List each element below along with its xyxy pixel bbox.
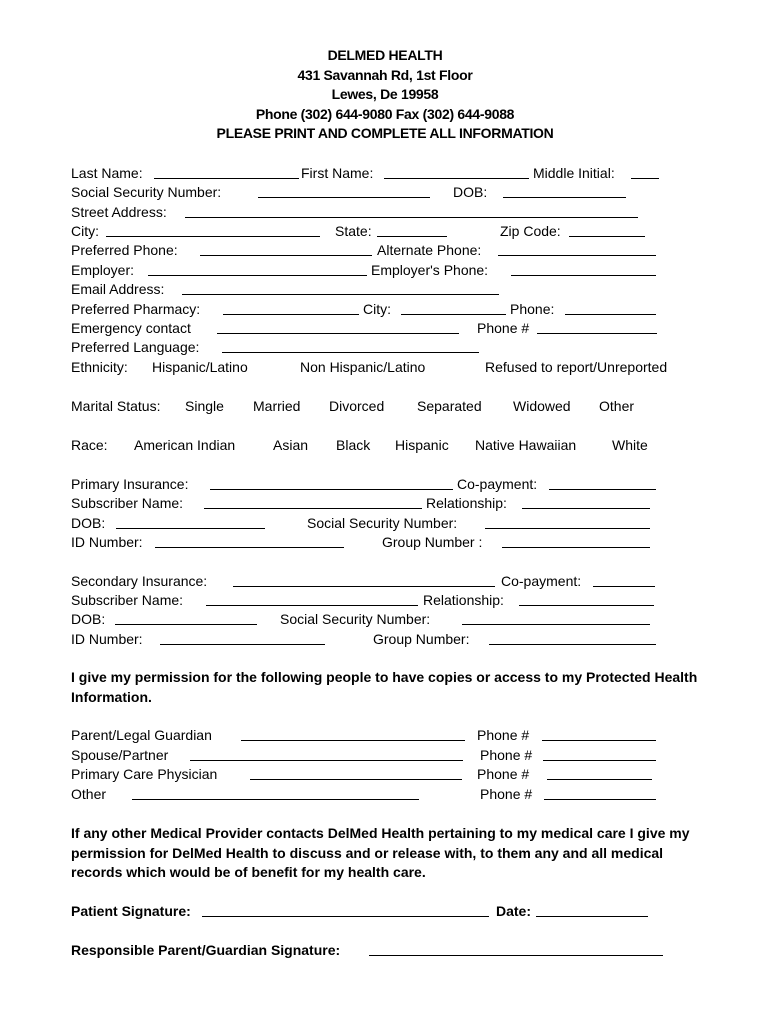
- primary-subscriber-row: [71, 494, 710, 512]
- secondary-group-field[interactable]: [489, 644, 656, 645]
- primary-dob-label: DOB:: [71, 515, 106, 531]
- pharmacy-city-field[interactable]: [401, 314, 506, 315]
- primary-dob-row: [71, 514, 710, 532]
- secondary-dob-row: [71, 610, 710, 628]
- language-row: [71, 338, 710, 356]
- race-option[interactable]: Native Hawaiian: [475, 437, 577, 453]
- race-label: Race:: [71, 437, 108, 453]
- guardian-signature-field[interactable]: [369, 955, 663, 956]
- phi-spouse-phone-label: Phone #: [480, 747, 533, 763]
- employer-field[interactable]: [148, 275, 367, 276]
- middle-initial-label: Middle Initial:: [533, 165, 615, 181]
- city-field[interactable]: [106, 236, 320, 237]
- marital-option[interactable]: Other: [599, 398, 635, 414]
- marital-option[interactable]: Married: [253, 398, 301, 414]
- phi-permission-statement: I give my permission for the following people to have copies or access to my Protected Health Information.: [71, 669, 698, 705]
- pharmacy-phone-field[interactable]: [565, 314, 656, 315]
- secondary-insurance-label: Secondary Insurance:: [71, 573, 208, 589]
- secondary-relationship-field[interactable]: [519, 605, 654, 606]
- patient-signature-label: Patient Signature:: [71, 903, 191, 919]
- secondary-id-field[interactable]: [160, 644, 325, 645]
- city-label: City:: [71, 223, 99, 239]
- secondary-ssn-field[interactable]: [462, 624, 650, 625]
- ethnicity-label: Ethnicity:: [71, 359, 128, 375]
- phi-other-row: [71, 785, 710, 803]
- secondary-subscriber-row: [71, 591, 710, 609]
- secondary-dob-label: DOB:: [71, 611, 106, 627]
- phi-spouse-field[interactable]: [190, 760, 463, 761]
- dob-field[interactable]: [503, 197, 626, 198]
- language-label: Preferred Language:: [71, 339, 200, 355]
- phi-spouse-row: [71, 746, 710, 764]
- phi-spouse-phone-field[interactable]: [543, 760, 656, 761]
- form-instruction: PLEASE PRINT AND COMPLETE ALL INFORMATION: [216, 125, 554, 141]
- marital-row: [71, 397, 710, 415]
- employer-phone-label: Employer's Phone:: [371, 262, 489, 278]
- phi-spouse-label: Spouse/Partner: [71, 747, 169, 763]
- pharmacy-phone-label: Phone:: [510, 301, 555, 317]
- primary-ssn-field[interactable]: [485, 528, 650, 529]
- ethnicity-option[interactable]: Hispanic/Latino: [152, 359, 248, 375]
- primary-id-row: [71, 533, 710, 551]
- phi-other-phone-field[interactable]: [544, 799, 656, 800]
- race-option[interactable]: Black: [336, 437, 371, 453]
- race-option[interactable]: White: [612, 437, 648, 453]
- last-name-label: Last Name:: [71, 165, 143, 181]
- patient-signature-row: [71, 902, 710, 920]
- preferred-phone-field[interactable]: [200, 255, 372, 256]
- state-field[interactable]: [377, 236, 447, 237]
- primary-copay-field[interactable]: [549, 489, 656, 490]
- address-line-1: 431 Savannah Rd, 1st Floor: [297, 67, 473, 83]
- address-line-2: Lewes, De 19958: [331, 86, 439, 102]
- secondary-subscriber-label: Subscriber Name:: [71, 592, 184, 608]
- guardian-signature-label: Responsible Parent/Guardian Signature:: [71, 942, 341, 958]
- secondary-subscriber-field[interactable]: [206, 605, 418, 606]
- employer-phone-field[interactable]: [511, 275, 656, 276]
- secondary-dob-field[interactable]: [115, 624, 257, 625]
- ssn-row: [71, 183, 710, 201]
- phi-pcp-phone-field[interactable]: [547, 779, 652, 780]
- primary-id-label: ID Number:: [71, 534, 143, 550]
- street-label: Street Address:: [71, 204, 167, 220]
- secondary-insurance-field[interactable]: [233, 586, 495, 587]
- street-field[interactable]: [185, 217, 638, 218]
- secondary-relationship-label: Relationship:: [423, 592, 504, 608]
- pharmacy-row: [71, 300, 710, 318]
- phi-pcp-field[interactable]: [250, 779, 462, 780]
- language-field[interactable]: [222, 352, 479, 353]
- email-row: [71, 280, 710, 298]
- state-label: State:: [335, 223, 372, 239]
- city-row: [71, 222, 710, 240]
- emergency-phone-label: Phone #: [477, 320, 530, 336]
- primary-insurance-field[interactable]: [210, 489, 453, 490]
- primary-insurance-label: Primary Insurance:: [71, 476, 189, 492]
- emergency-phone-field[interactable]: [537, 333, 657, 334]
- name-row: [71, 164, 710, 182]
- race-option[interactable]: American Indian: [134, 437, 236, 453]
- ethnicity-option[interactable]: Refused to report/Unreported: [485, 359, 668, 375]
- phone-row: [71, 241, 710, 259]
- phi-guardian-row: [71, 726, 710, 744]
- secondary-ssn-label: Social Security Number:: [280, 611, 431, 627]
- phi-other-phone-label: Phone #: [480, 786, 533, 802]
- marital-option[interactable]: Separated: [417, 398, 482, 414]
- primary-group-label: Group Number :: [382, 534, 483, 550]
- first-name-label: First Name:: [301, 165, 374, 181]
- emergency-contact-field[interactable]: [217, 333, 459, 334]
- first-name-field[interactable]: [384, 178, 529, 179]
- marital-option[interactable]: Single: [185, 398, 224, 414]
- preferred-phone-label: Preferred Phone:: [71, 242, 178, 258]
- race-option[interactable]: Asian: [273, 437, 309, 453]
- phi-pcp-label: Primary Care Physician: [71, 766, 218, 782]
- zip-label: Zip Code:: [500, 223, 561, 239]
- emergency-contact-label: Emergency contact: [71, 320, 191, 336]
- phi-other-field[interactable]: [132, 799, 419, 800]
- phi-guardian-phone-field[interactable]: [542, 740, 656, 741]
- marital-option[interactable]: Widowed: [513, 398, 571, 414]
- secondary-copay-field[interactable]: [593, 586, 655, 587]
- email-label: Email Address:: [71, 281, 165, 297]
- race-option[interactable]: Hispanic: [395, 437, 449, 453]
- street-row: [71, 203, 710, 221]
- dob-label: DOB:: [453, 184, 488, 200]
- primary-relationship-label: Relationship:: [426, 495, 507, 511]
- primary-ssn-label: Social Security Number:: [307, 515, 458, 531]
- guardian-signature-row: [71, 941, 710, 959]
- secondary-group-label: Group Number:: [373, 631, 470, 647]
- alternate-phone-field[interactable]: [498, 255, 656, 256]
- secondary-insurance-row: [71, 572, 710, 590]
- secondary-copay-label: Co-payment:: [501, 573, 582, 589]
- phi-guardian-phone-label: Phone #: [477, 727, 530, 743]
- primary-id-field[interactable]: [155, 547, 344, 548]
- org-name: DELMED HEALTH: [327, 47, 443, 63]
- alternate-phone-label: Alternate Phone:: [377, 242, 482, 258]
- phi-pcp-phone-label: Phone #: [477, 766, 530, 782]
- phi-pcp-row: [71, 765, 710, 783]
- employer-row: [71, 261, 710, 279]
- middle-initial-field[interactable]: [631, 178, 659, 179]
- pharmacy-label: Preferred Pharmacy:: [71, 301, 201, 317]
- primary-dob-field[interactable]: [116, 528, 265, 529]
- ethnicity-option[interactable]: Non Hispanic/Latino: [300, 359, 426, 375]
- ssn-field[interactable]: [258, 197, 430, 198]
- emergency-row: [71, 319, 710, 337]
- pharmacy-city-label: City:: [363, 301, 391, 317]
- marital-option[interactable]: Divorced: [329, 398, 385, 414]
- pharmacy-field[interactable]: [223, 314, 359, 315]
- email-field[interactable]: [182, 294, 499, 295]
- ethnicity-row: [71, 358, 710, 376]
- phi-guardian-field[interactable]: [241, 740, 465, 741]
- zip-field[interactable]: [569, 236, 645, 237]
- ssn-label: Social Security Number:: [71, 184, 222, 200]
- phone-fax: Phone (302) 644-9080 Fax (302) 644-9088: [255, 106, 515, 122]
- date-field[interactable]: [536, 916, 648, 917]
- release-statement: If any other Medical Provider contacts DelMed Health pertaining to my medical care I give my permission for DelMed Health to discuss and or release with, to them any and all medical records which would be of benefit for my health care.: [71, 825, 690, 880]
- marital-label: Marital Status:: [71, 398, 161, 414]
- patient-signature-field[interactable]: [202, 916, 489, 917]
- date-label: Date:: [496, 903, 532, 919]
- primary-subscriber-field[interactable]: [204, 508, 422, 509]
- primary-insurance-row: [71, 475, 710, 493]
- primary-copay-label: Co-payment:: [457, 476, 538, 492]
- phi-other-label: Other: [71, 786, 107, 802]
- primary-group-field[interactable]: [502, 547, 650, 548]
- race-row: [71, 436, 710, 454]
- secondary-id-row: [71, 630, 710, 648]
- primary-relationship-field[interactable]: [522, 508, 650, 509]
- employer-label: Employer:: [71, 262, 135, 278]
- phi-guardian-label: Parent/Legal Guardian: [71, 727, 212, 743]
- secondary-id-label: ID Number:: [71, 631, 143, 647]
- primary-subscriber-label: Subscriber Name:: [71, 495, 184, 511]
- last-name-field[interactable]: [154, 178, 299, 179]
